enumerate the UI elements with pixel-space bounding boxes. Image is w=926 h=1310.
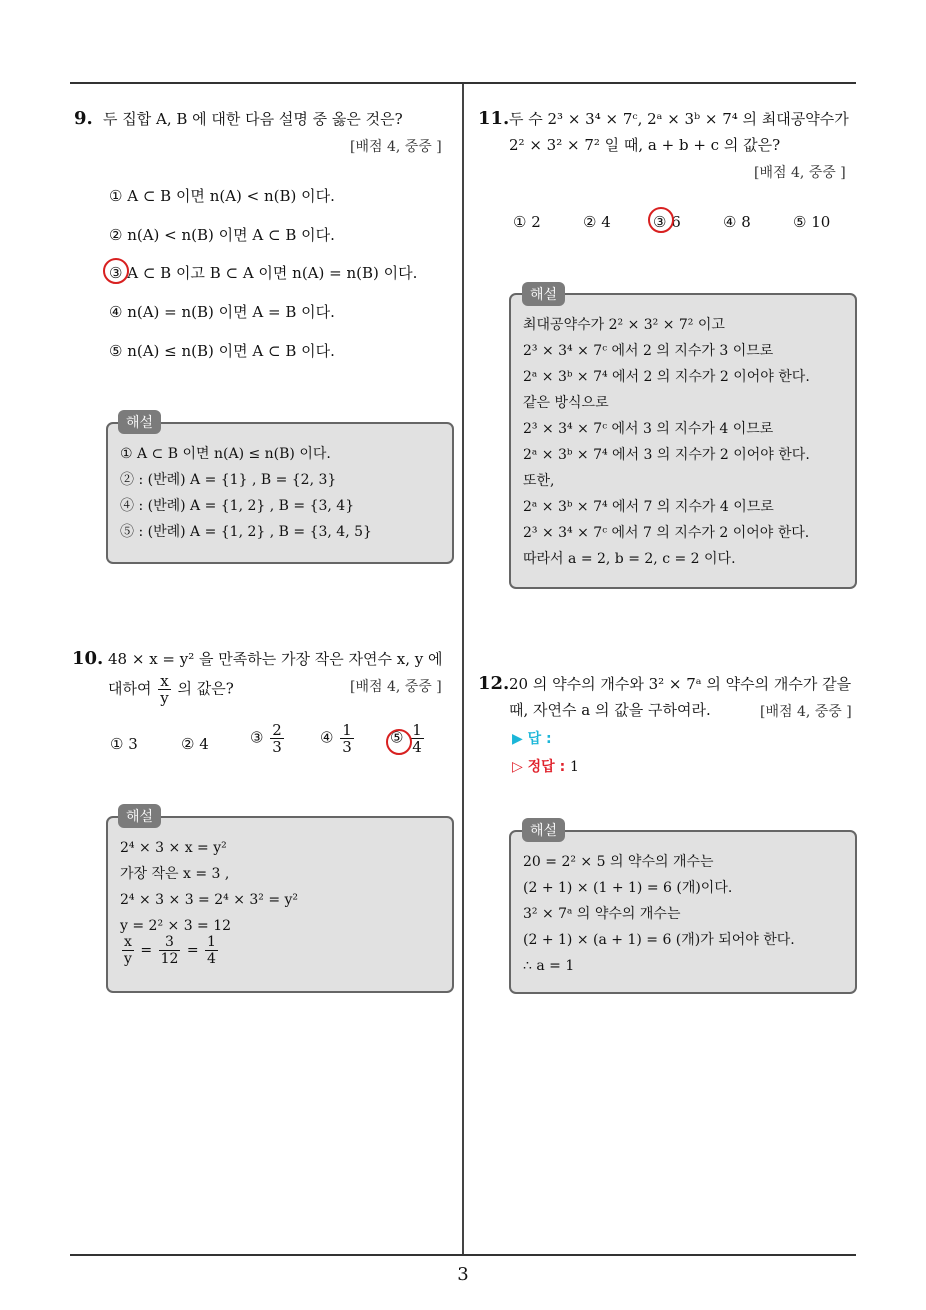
question-11-meta: [배점 4, 중중 ]	[754, 165, 846, 181]
q10-solution-line: y = 2² × 3 = 12	[120, 918, 232, 934]
q9-solution-tag: 해설	[118, 410, 161, 434]
question-12-line-1: 20 의 약수의 개수와 3² × 7ᵃ 의 약수의 개수가 같을	[509, 675, 852, 693]
q11-solution-line: 2³ × 3⁴ × 7ᶜ 에서 2 의 지수가 3 이므로	[523, 343, 774, 359]
q10-option-5-num: 1	[412, 721, 422, 739]
question-11-line-1: 두 수 2³ × 3⁴ × 7ᶜ, 2ᵃ × 3ᵇ × 7⁴ 의 최대공약수가	[509, 110, 849, 128]
question-12-line-2: 때, 자연수 a 의 값을 구하여라.	[509, 701, 711, 719]
q10-option-5-mark: ⑤	[390, 728, 404, 747]
q11-option-4[interactable]: ④ 8	[723, 213, 751, 231]
q10-frac-num: x	[158, 673, 170, 690]
sol-frac-eq1: =	[140, 942, 153, 959]
q11-solution-line: 2ᵃ × 3ᵇ × 7⁴ 에서 7 의 지수가 4 이므로	[523, 499, 774, 515]
q10-option-4-num: 1	[342, 721, 352, 739]
selected-answer-circle	[386, 729, 412, 755]
q12-solution-box	[509, 830, 857, 994]
q10-solution-tag: 해설	[118, 804, 161, 828]
correct-answer-value: 1	[570, 759, 579, 775]
q10-line2-pre: 대하여	[108, 679, 152, 698]
sol-frac-c-den: 4	[207, 951, 216, 967]
question-11-line-2: 2² × 3² × 7² 일 때, a + b + c 의 값은?	[509, 136, 781, 154]
q12-solution-line: (2 + 1) × (a + 1) = 6 (개)가 되어야 한다.	[523, 932, 795, 948]
q11-solution-line: 또한,	[523, 473, 555, 489]
q10-solution-line: 2⁴ × 3 × x = y²	[120, 840, 227, 856]
q10-option-5-den: 4	[412, 738, 422, 756]
selected-answer-circle	[648, 207, 674, 233]
q10-option-3-den: 3	[272, 738, 282, 756]
q11-option-3[interactable]: ③ 6	[653, 213, 681, 231]
q10-option-4-den: 3	[342, 738, 352, 756]
q12-solution-line: ∴ a = 1	[523, 958, 575, 974]
q11-option-1[interactable]: ① 2	[513, 213, 541, 231]
q11-solution-line: 2³ × 3⁴ × 7ᶜ 에서 3 의 지수가 4 이므로	[523, 421, 774, 437]
column-divider	[462, 84, 464, 1256]
q11-solution-line: 최대공약수가 2² × 3² × 7² 이고	[523, 317, 725, 333]
question-9-number: 9.	[74, 108, 93, 129]
q11-solution-line: 따라서 a = 2, b = 2, c = 2 이다.	[523, 551, 736, 567]
q11-solution-box	[509, 293, 857, 589]
correct-answer-prefix: ▷ 정답 :	[512, 759, 566, 775]
q12-solution-line: 20 = 2² × 5 의 약수의 개수는	[523, 854, 714, 870]
correct-answer-label	[512, 756, 579, 776]
q10-option-4-mark: ④	[320, 728, 334, 747]
q9-solution-line: ⑤ : (반례) A = {1, 2} , B = {3, 4, 5}	[120, 524, 372, 540]
q10-option-1[interactable]: ① 3	[110, 735, 138, 753]
q11-solution-line: 2ᵃ × 3ᵇ × 7⁴ 에서 3 의 지수가 2 이어야 한다.	[523, 447, 810, 463]
q11-solution-tag: 해설	[522, 282, 565, 306]
q11-solution-line: 2ᵃ × 3ᵇ × 7⁴ 에서 2 의 지수가 2 이어야 한다.	[523, 369, 810, 385]
q11-option-5[interactable]: ⑤ 10	[793, 213, 831, 231]
q10-fraction	[158, 673, 170, 706]
q11-solution-line: 2³ × 3⁴ × 7ᶜ 에서 7 의 지수가 2 이어야 한다.	[523, 525, 810, 541]
q9-solution-line: ④ : (반례) A = {1, 2} , B = {3, 4}	[120, 498, 355, 514]
q9-option-3[interactable]: ③ A ⊂ B 이고 B ⊂ A 이면 n(A) = n(B) 이다.	[109, 264, 418, 282]
question-11-number: 11.	[478, 108, 510, 129]
q9-solution-box	[106, 422, 454, 564]
sol-frac-a-num: x	[122, 934, 134, 951]
q10-option-3-mark: ③	[250, 728, 264, 747]
question-12-number: 12.	[478, 673, 510, 694]
q9-solution-line: ② : (반례) A = {1} , B = {2, 3}	[120, 472, 337, 488]
question-9-meta: [배점 4, 중중 ]	[350, 139, 442, 155]
question-9-text: 두 집합 A, B 에 대한 다음 설명 중 옳은 것은?	[103, 110, 403, 128]
q10-solution-fraction-line	[120, 934, 220, 967]
q10-solution-line: 2⁴ × 3 × 3 = 2⁴ × 3² = y²	[120, 892, 299, 908]
question-10-meta: [배점 4, 중중 ]	[350, 679, 442, 695]
sol-frac-c-num: 1	[207, 934, 216, 950]
q9-option-5[interactable]: ⑤ n(A) ≤ n(B) 이면 A ⊂ B 이다.	[109, 342, 335, 360]
question-10-line-1: 48 × x = y² 을 만족하는 가장 작은 자연수 x, y 에	[108, 650, 443, 668]
q11-option-2[interactable]: ② 4	[583, 213, 611, 231]
q10-line2-post: 의 값은?	[177, 679, 234, 698]
sol-frac-eq2: =	[186, 942, 199, 959]
q12-solution-line: 3² × 7ᵃ 의 약수의 개수는	[523, 906, 681, 922]
page-number: 3	[457, 1264, 469, 1285]
question-10-number: 10.	[72, 648, 104, 669]
q12-solution-tag: 해설	[522, 818, 565, 842]
q10-solution-box	[106, 816, 454, 993]
q9-option-1[interactable]: ① A ⊂ B 이면 n(A) < n(B) 이다.	[109, 187, 335, 205]
q12-solution-line: (2 + 1) × (1 + 1) = 6 (개)이다.	[523, 880, 733, 896]
q9-option-2[interactable]: ② n(A) < n(B) 이면 A ⊂ B 이다.	[109, 226, 335, 244]
q11-solution-line: 같은 방식으로	[523, 395, 609, 411]
bottom-rule	[70, 1254, 856, 1256]
question-12-meta: [배점 4, 중중 ]	[760, 704, 852, 720]
q10-option-4[interactable]	[320, 722, 356, 755]
q10-option-3[interactable]	[250, 722, 286, 755]
q9-solution-line: ① A ⊂ B 이면 n(A) ≤ n(B) 이다.	[120, 446, 331, 462]
q9-option-4[interactable]: ④ n(A) = n(B) 이면 A = B 이다.	[109, 303, 335, 321]
q10-option-3-num: 2	[272, 721, 282, 739]
answer-input-label[interactable]: ▶ 답 :	[512, 731, 552, 747]
sol-frac-b-num: 3	[159, 934, 181, 951]
q10-option-2[interactable]: ② 4	[181, 735, 209, 753]
question-10-line-2	[108, 673, 234, 706]
selected-answer-circle	[103, 258, 129, 284]
q10-solution-line: 가장 작은 x = 3 ,	[120, 866, 230, 882]
sol-frac-a-den: y	[124, 951, 132, 967]
sol-frac-b-den: 12	[160, 951, 179, 967]
q10-frac-den: y	[160, 689, 169, 707]
